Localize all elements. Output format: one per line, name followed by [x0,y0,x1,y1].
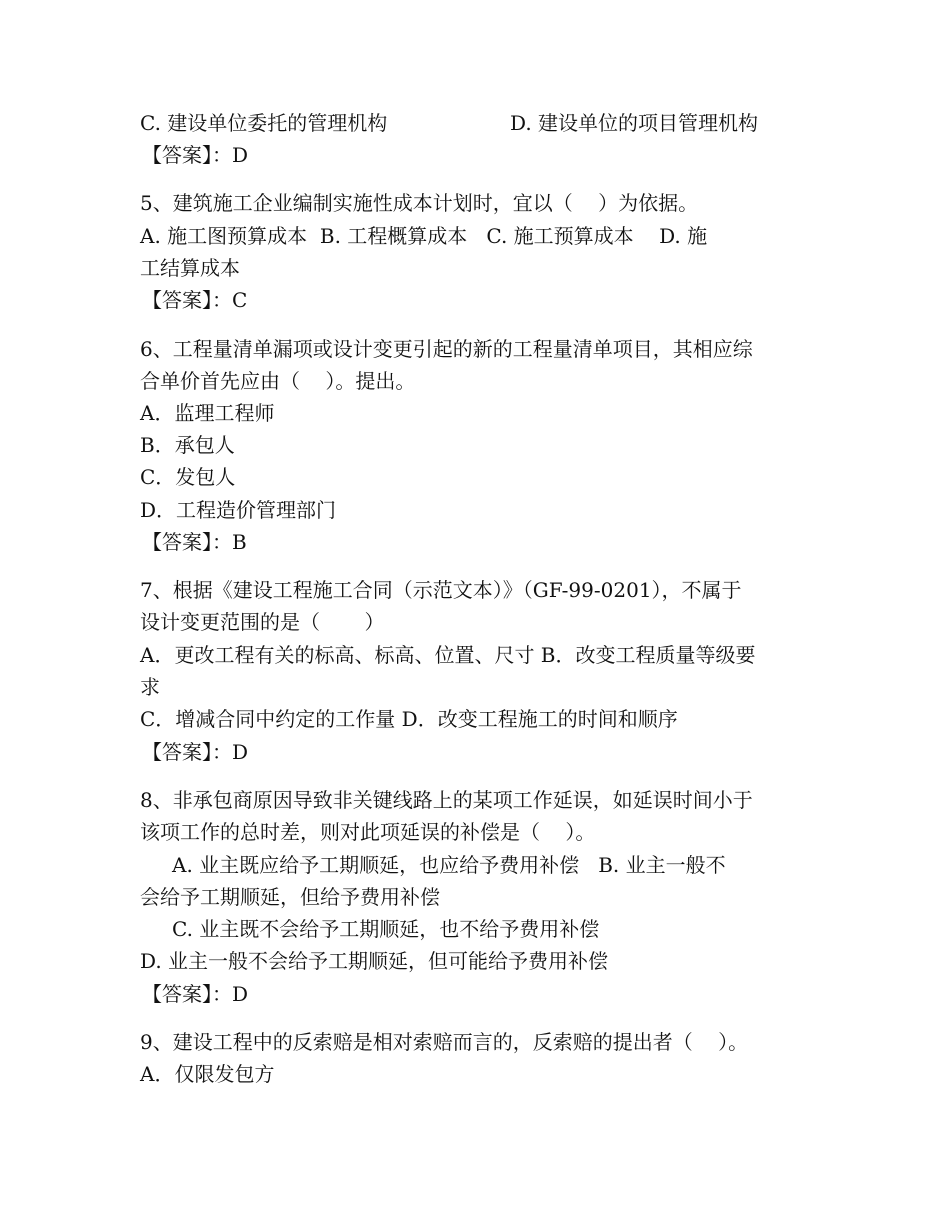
q6-option-d: D．工程造价管理部门 [140,498,337,522]
q5-answer: 【答案】：C [142,288,248,312]
q5-stem: 5、建筑施工企业编制实施性成本计划时，宜以（ ）为依据。 [140,191,699,215]
q7-options-line1: A．更改工程有关的标高、标高、位置、尺寸 B．改变工程质量等级要 [140,643,756,667]
q4-option-c: C. 建设单位委托的管理机构 [140,111,388,135]
q4-answer: 【答案】：D [142,143,249,167]
q8-options-line3: C. 业主既不会给予工期顺延，也不给予费用补偿 [172,917,600,941]
q6-stem-line1: 6、工程量清单漏项或设计变更引起的新的工程量清单项目，其相应综 [140,337,753,361]
q8-stem-line2: 该项工作的总时差，则对此项延误的补偿是（ ）。 [140,820,596,844]
q7-stem-line1: 7、根据《建设工程施工合同（示范文本）》（GF-99-0201），不属于 [140,578,742,602]
q8-stem-line1: 8、非承包商原因导致非关键线路上的某项工作延误，如延误时间小于 [140,788,753,812]
q7-answer: 【答案】：D [142,740,249,764]
q7-options-line3: C．增减合同中约定的工作量 D．改变工程施工的时间和顺序 [140,707,678,731]
q6-stem-line2: 合单价首先应由（ ）。提出。 [140,369,416,393]
q4-option-d: D. 建设单位的项目管理机构 [510,111,759,135]
q5-options-line2: 工结算成本 [140,256,240,280]
q9-stem: 9、建设工程中的反索赔是相对索赔而言的，反索赔的提出者（ ）。 [140,1030,749,1054]
q8-options-line1: A. 业主既应给予工期顺延，也应给予费用补偿 B. 业主一般不 [172,853,726,877]
q6-option-c: C．发包人 [140,465,236,489]
q6-option-b: B．承包人 [140,433,235,457]
q7-options-line2: 求 [140,675,160,699]
q6-option-a: A．监理工程师 [140,401,275,425]
q8-options-line2: 会给予工期顺延，但给予费用补偿 [140,885,440,909]
q8-answer: 【答案】：D [142,982,249,1006]
q7-stem-line2: 设计变更范围的是（ ） [140,610,385,634]
q5-options-line1: A. 施工图预算成本 B. 工程概算成本 C. 施工预算成本 D. 施 [140,224,708,248]
q9-option-a: A．仅限发包方 [140,1062,275,1086]
q8-options-line4: D. 业主一般不会给予工期顺延，但可能给予费用补偿 [140,949,609,973]
q6-answer: 【答案】：B [142,530,247,554]
